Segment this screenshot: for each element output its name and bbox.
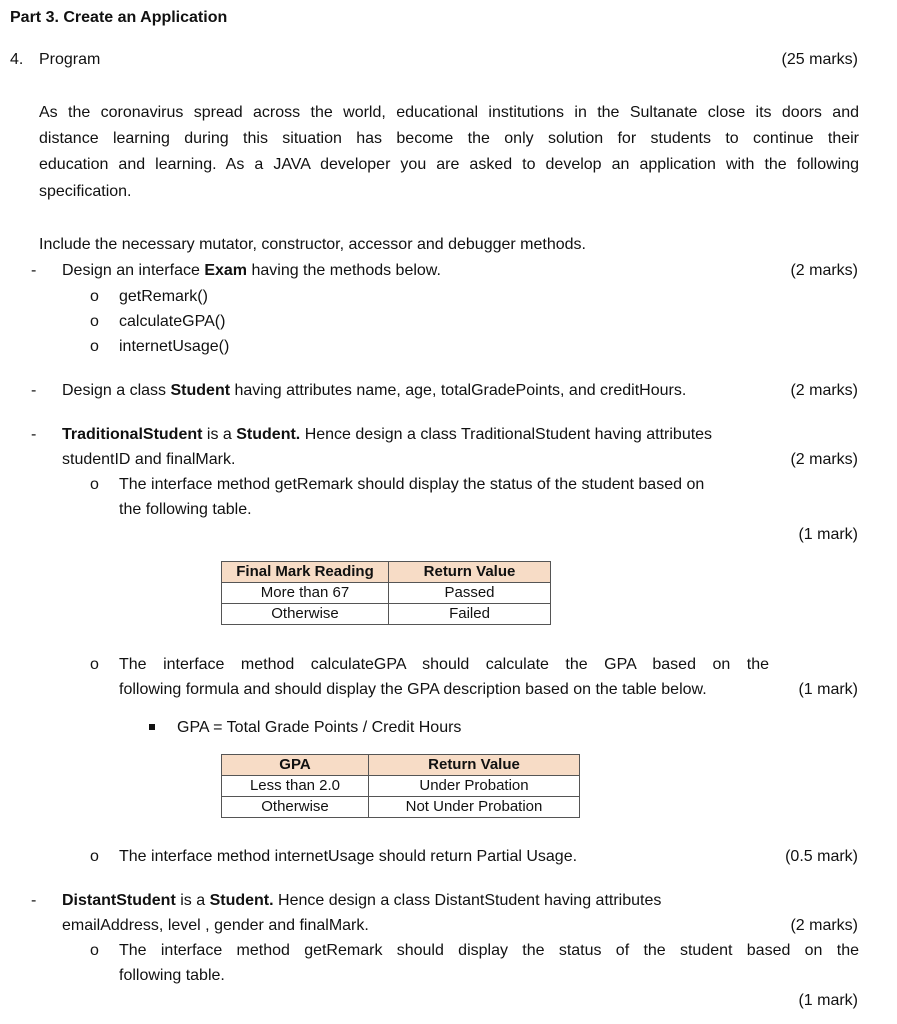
circle-bullet: o bbox=[90, 656, 99, 673]
bullet3-sub1-line1: The interface method getRemark should display the status of the student based on bbox=[119, 476, 705, 493]
table-row bbox=[222, 583, 551, 604]
question-marks: (25 marks) bbox=[781, 51, 858, 68]
bullet3-sub2-marks: (1 mark) bbox=[798, 681, 858, 698]
table-cell: Passed bbox=[389, 583, 551, 604]
method-internetusage: internetUsage() bbox=[119, 338, 230, 355]
table-header: GPA bbox=[222, 755, 369, 776]
circle-bullet: o bbox=[90, 313, 99, 330]
bullet4-sub1-line1: The interface method getRemark should display the status of the student based on the bbox=[119, 942, 859, 959]
intro-line-4: specification. bbox=[39, 183, 132, 200]
circle-bullet: o bbox=[90, 848, 99, 865]
table-row bbox=[222, 776, 580, 797]
bullet4-text: DistantStudent is a Student. Hence design a class DistantStudent having attributes bbox=[62, 892, 662, 909]
table-cell: More than 67 bbox=[222, 583, 389, 604]
table-row bbox=[222, 604, 551, 625]
table-cell: Otherwise bbox=[222, 797, 369, 818]
bullet3-line2: studentID and finalMark. bbox=[62, 451, 236, 468]
dash-bullet-2: - bbox=[31, 382, 37, 399]
bullet2-text: Design a class Student having attributes name, age, totalGradePoints, and creditHours. bbox=[62, 382, 687, 399]
question-title: Program bbox=[39, 51, 101, 68]
intro-line-2: distance learning during this situation has become the only solution for students to continue their bbox=[39, 130, 859, 147]
dash-bullet-4: - bbox=[31, 892, 37, 909]
circle-bullet: o bbox=[90, 942, 99, 959]
bullet3-sub1-line2: the following table. bbox=[119, 501, 252, 518]
dash-bullet-1: - bbox=[31, 262, 37, 279]
bullet3-sub3-line: The interface method internetUsage should return Partial Usage. bbox=[119, 848, 578, 865]
circle-bullet: o bbox=[90, 288, 99, 305]
method-getremark: getRemark() bbox=[119, 288, 208, 305]
intro-line-1: As the coronavirus spread across the world, educational institutions in the Sultanate close its doors and bbox=[39, 104, 859, 121]
method-calculategpa: calculateGPA() bbox=[119, 313, 226, 330]
bullet3-text: TraditionalStudent is a Student. Hence design a class TraditionalStudent having attributes bbox=[62, 426, 713, 443]
bullet4-line2: emailAddress, level , gender and finalMark. bbox=[62, 917, 369, 934]
bullet3-sub2-line1: The interface method calculateGPA should calculate the GPA based on the bbox=[119, 656, 769, 673]
bullet3-sub1-marks: (1 mark) bbox=[798, 526, 858, 543]
table-cell: Otherwise bbox=[222, 604, 389, 625]
bullet4-sub1-marks: (1 mark) bbox=[798, 992, 858, 1009]
circle-bullet: o bbox=[90, 476, 99, 493]
question-number: 4. bbox=[10, 51, 24, 68]
part-title: Part 3. Create an Application bbox=[10, 9, 228, 26]
bullet3-sub2-line2: following formula and should display the GPA description based on the table below. bbox=[119, 681, 707, 698]
table-cell: Under Probation bbox=[369, 776, 580, 797]
gpa-table bbox=[221, 754, 580, 818]
gpa-formula: GPA = Total Grade Points / Credit Hours bbox=[177, 719, 462, 736]
bullet1-text: Design an interface Exam having the methods below. bbox=[62, 262, 441, 279]
table-header: Return Value bbox=[389, 562, 551, 583]
table-cell: Not Under Probation bbox=[369, 797, 580, 818]
table-row bbox=[222, 797, 580, 818]
dash-bullet-3: - bbox=[31, 426, 37, 443]
table-cell: Less than 2.0 bbox=[222, 776, 369, 797]
table-header: Return Value bbox=[369, 755, 580, 776]
bullet4-sub1-line2: following table. bbox=[119, 967, 225, 984]
bullet2-marks: (2 marks) bbox=[790, 382, 858, 399]
table-header: Final Mark Reading bbox=[222, 562, 389, 583]
bullet4-marks: (2 marks) bbox=[790, 917, 858, 934]
table-cell: Failed bbox=[389, 604, 551, 625]
bullet1-marks: (2 marks) bbox=[790, 262, 858, 279]
bullet3-marks: (2 marks) bbox=[790, 451, 858, 468]
intro-line-3: education and learning. As a JAVA developer you are asked to develop an application with the following bbox=[39, 156, 859, 173]
bullet3-sub3-marks: (0.5 mark) bbox=[785, 848, 858, 865]
circle-bullet: o bbox=[90, 338, 99, 355]
final-mark-table bbox=[221, 561, 551, 625]
include-line: Include the necessary mutator, constructor, accessor and debugger methods. bbox=[39, 236, 586, 253]
square-bullet-icon bbox=[149, 724, 155, 730]
